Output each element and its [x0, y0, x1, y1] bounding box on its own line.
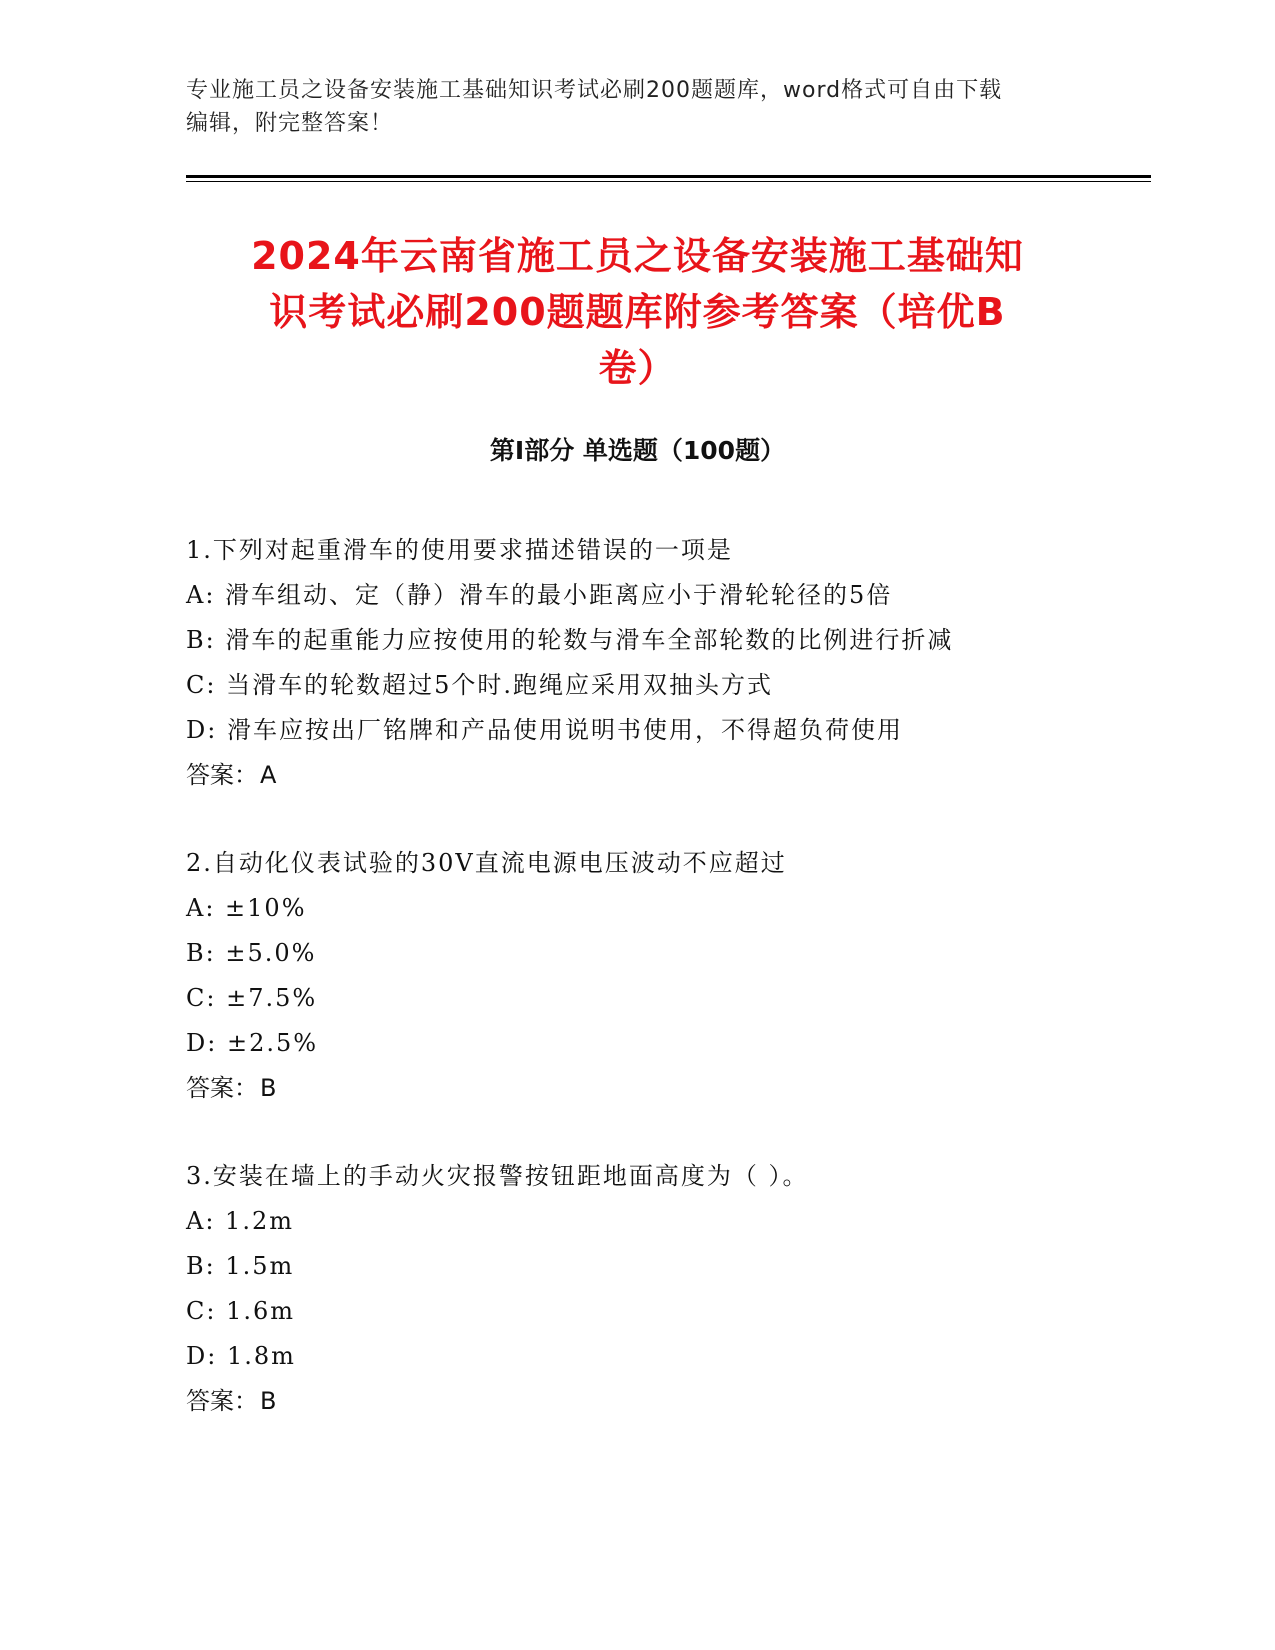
header-divider-thick: [186, 175, 1151, 178]
option-d: D: 滑车应按出厂铭牌和产品使用说明书使用，不得超负荷使用: [186, 716, 903, 744]
answer-line: [186, 1379, 1146, 1424]
option-b: B: 1.5m: [186, 1252, 295, 1280]
answer-value: B: [260, 1387, 277, 1415]
option-d: D: 1.8m: [186, 1342, 296, 1370]
section-title: 第Ⅰ部分 单选题（100题）: [489, 436, 786, 465]
document-title-line-2: 识考试必刷200题题库附参考答案（培优B: [269, 290, 1006, 334]
answer-label: 答案：: [186, 761, 258, 789]
option-c: C: ±7.5%: [186, 984, 318, 1012]
option-d: D: ±2.5%: [186, 1029, 319, 1057]
header-divider-thin: [186, 181, 1151, 182]
question-stem: 3.安装在墙上的手动火灾报警按钮距地面高度为（ ）。: [186, 1162, 809, 1190]
header-note-line-1: 专业施工员之设备安装施工基础知识考试必刷200题题库，word格式可自由下载: [186, 78, 1003, 103]
answer-line: [186, 1066, 1146, 1111]
question-2: [186, 841, 1146, 1111]
option-a: A: ±10%: [186, 894, 307, 922]
option-a: A: 1.2m: [186, 1207, 294, 1235]
question-stem: 1.下列对起重滑车的使用要求描述错误的一项是: [186, 536, 733, 564]
question-stem: 2.自动化仪表试验的30V直流电源电压波动不应超过: [186, 849, 787, 877]
question-1: [186, 528, 1146, 798]
answer-line: [186, 753, 1146, 798]
option-c: C: 当滑车的轮数超过5个时.跑绳应采用双抽头方式: [186, 671, 773, 699]
document-title-line-3: 卷）: [598, 346, 677, 390]
answer-label: 答案：: [186, 1074, 258, 1102]
option-b: B: 滑车的起重能力应按使用的轮数与滑车全部轮数的比例进行折减: [186, 626, 954, 654]
option-a: A: 滑车组动、定（静）滑车的最小距离应小于滑轮轮径的5倍: [186, 581, 893, 609]
question-list: [186, 528, 1146, 1467]
option-b: B: ±5.0%: [186, 939, 317, 967]
question-3: [186, 1154, 1146, 1424]
document-title-line-1: 2024年云南省施工员之设备安装施工基础知: [251, 234, 1024, 278]
option-c: C: 1.6m: [186, 1297, 296, 1325]
header-note: [186, 74, 1086, 140]
answer-value: A: [260, 761, 277, 789]
document-title: [150, 228, 1125, 396]
header-note-line-2: 编辑，附完整答案！: [186, 111, 394, 136]
answer-label: 答案：: [186, 1387, 258, 1415]
answer-value: B: [260, 1074, 277, 1102]
